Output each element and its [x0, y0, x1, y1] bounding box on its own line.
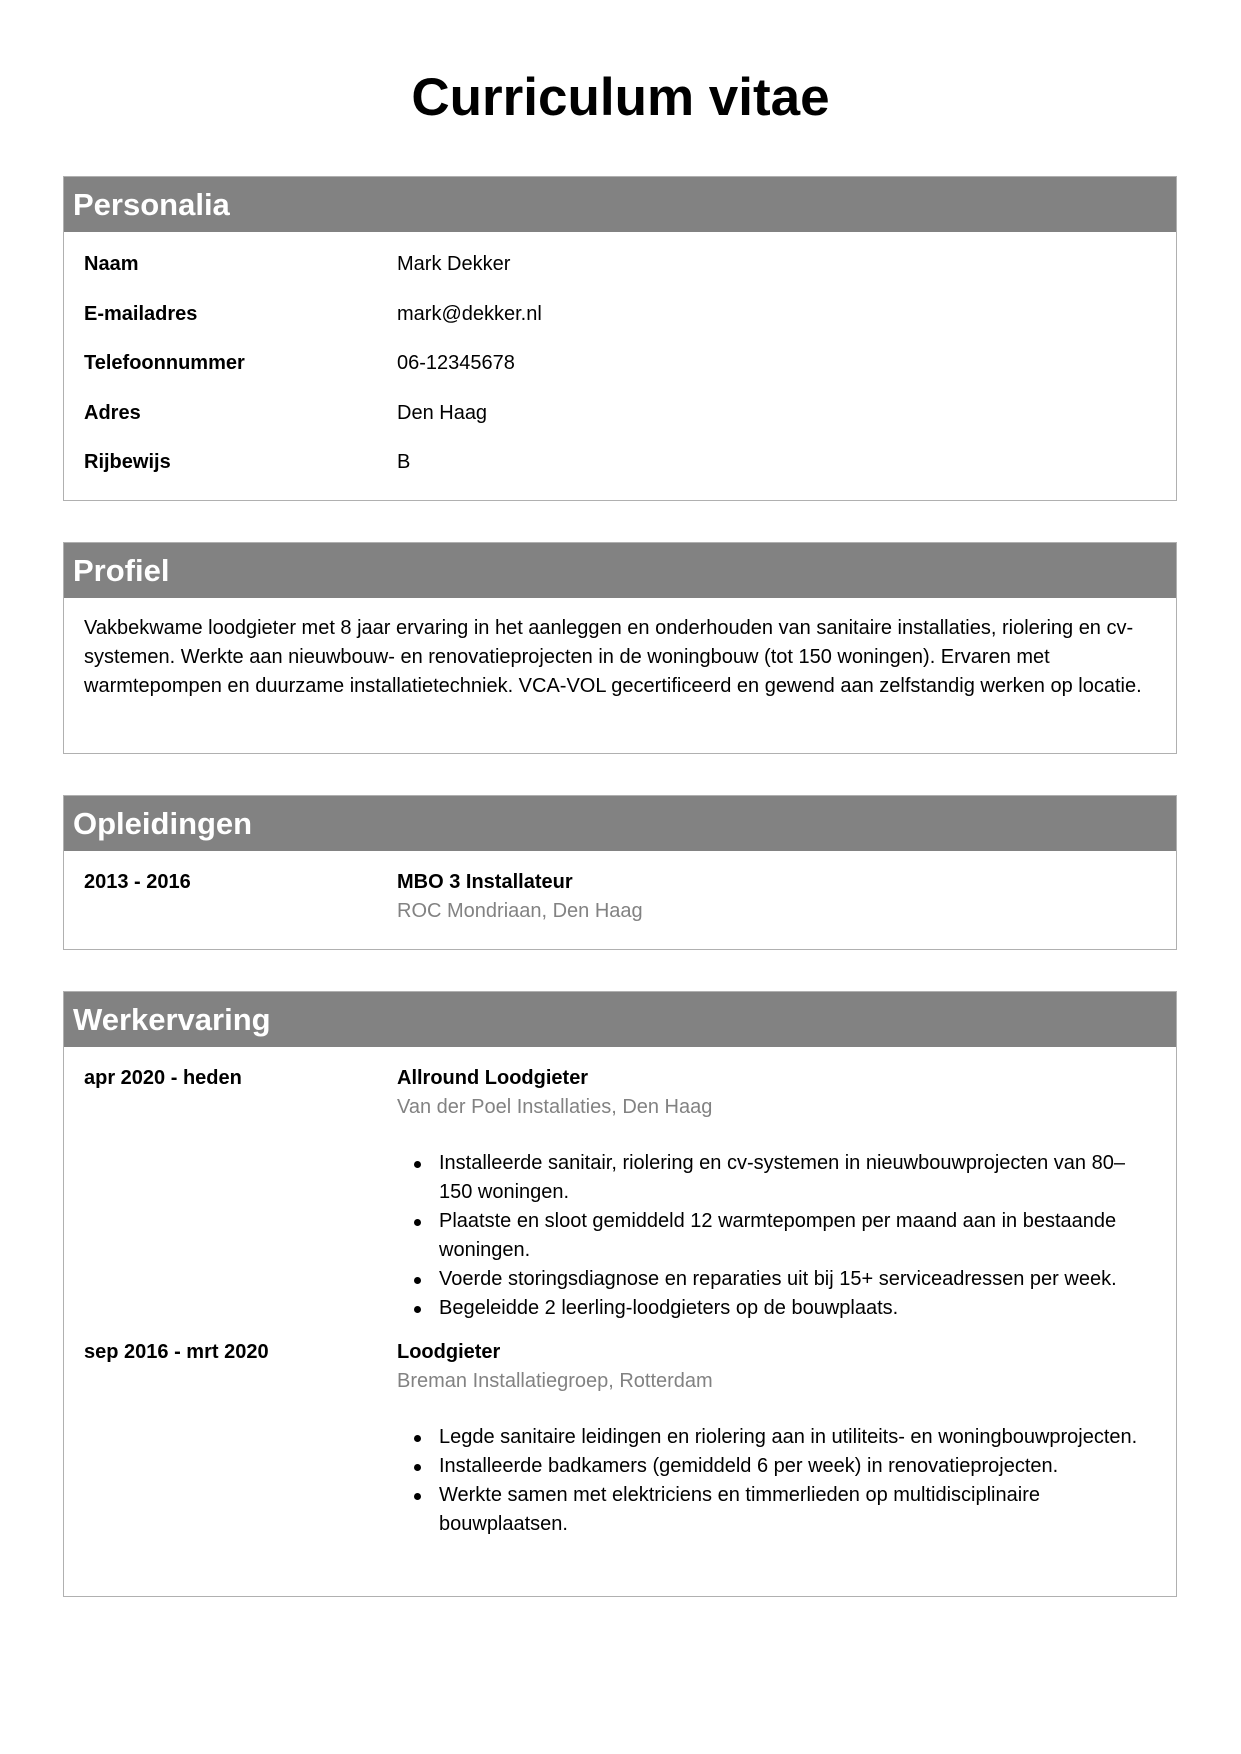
profiel-heading: Profiel [64, 543, 1176, 598]
education-title: MBO 3 Installateur [397, 871, 573, 893]
opleidingen-heading: Opleidingen [64, 796, 1176, 851]
job-role: Allround Loodgieter [397, 1067, 589, 1089]
profile-summary: Vakbekwame loodgieter met 8 jaar ervaring in het aanleggen en onderhouden van sanitaire installaties, riolering en cv-systemen. Werkte aan nieuwbouw- en renovatieprojecten in de woningbouw (tot 150 woningen). Ervaren met warmtepompen en duurzame installatietechniek. VCA-VOL gecertificeerd en gewend aan zelfstandig werken op locatie. [84, 617, 1142, 697]
personalia-row [84, 300, 1156, 350]
personalia-section [63, 176, 1177, 501]
education-entry [84, 868, 1156, 926]
bullet-item: Werkte samen met elektriciens en timmerlieden op multidisciplinaire bouwplaatsen. [397, 1481, 1156, 1539]
job-period: apr 2020 - heden [84, 1067, 242, 1089]
address-label: Adres [84, 401, 141, 424]
job-company: Van der Poel Installaties, Den Haag [397, 1096, 713, 1118]
bullet-item: Installeerde badkamers (gemiddeld 6 per week) in renovatieprojecten. [397, 1452, 1156, 1481]
phone-label: Telefoonnummer [84, 352, 245, 374]
bullet-item: Installeerde sanitair, riolering en cv-systemen in nieuwbouwprojecten van 80–150 woningen. [397, 1149, 1156, 1207]
bullet-item: Begeleidde 2 leerling-loodgieters op de bouwplaats. [397, 1294, 1156, 1323]
bullet-item: Legde sanitaire leidingen en riolering aan in utiliteits- en woningbouwprojecten. [397, 1423, 1156, 1452]
bullet-item: Voerde storingsdiagnose en reparaties uit bij 15+ serviceadressen per week. [397, 1265, 1156, 1294]
education-institution: ROC Mondriaan, Den Haag [397, 900, 643, 922]
job-entry [84, 1064, 1156, 1323]
phone-value: 06-12345678 [397, 352, 515, 374]
education-period: 2013 - 2016 [84, 871, 191, 893]
address-value: Den Haag [397, 401, 488, 424]
job-period: sep 2016 - mrt 2020 [84, 1341, 269, 1363]
personalia-heading: Personalia [64, 177, 1176, 232]
email-value: mark@dekker.nl [397, 302, 542, 325]
job-bullets [397, 1149, 1156, 1323]
personalia-row [84, 448, 1156, 498]
personalia-row [84, 250, 1156, 300]
werkervaring-heading: Werkervaring [64, 992, 1176, 1047]
profiel-section [63, 542, 1177, 754]
job-company: Breman Installatiegroep, Rotterdam [397, 1370, 713, 1392]
werkervaring-section [63, 991, 1177, 1597]
name-value: Mark Dekker [397, 253, 511, 275]
name-label: Naam [84, 253, 139, 275]
job-role: Loodgieter [397, 1341, 501, 1363]
job-bullets [397, 1423, 1156, 1539]
email-label: E-mailadres [84, 302, 198, 325]
opleidingen-section [63, 795, 1177, 950]
bullet-item: Plaatste en sloot gemiddeld 12 warmtepompen per maand aan in bestaande woningen. [397, 1207, 1156, 1265]
personalia-row [84, 399, 1156, 449]
license-label: Rijbewijs [84, 451, 171, 473]
job-entry [84, 1338, 1156, 1539]
page-title: Curriculum vitae [411, 68, 830, 127]
personalia-row [84, 349, 1156, 399]
license-value: B [397, 451, 411, 473]
